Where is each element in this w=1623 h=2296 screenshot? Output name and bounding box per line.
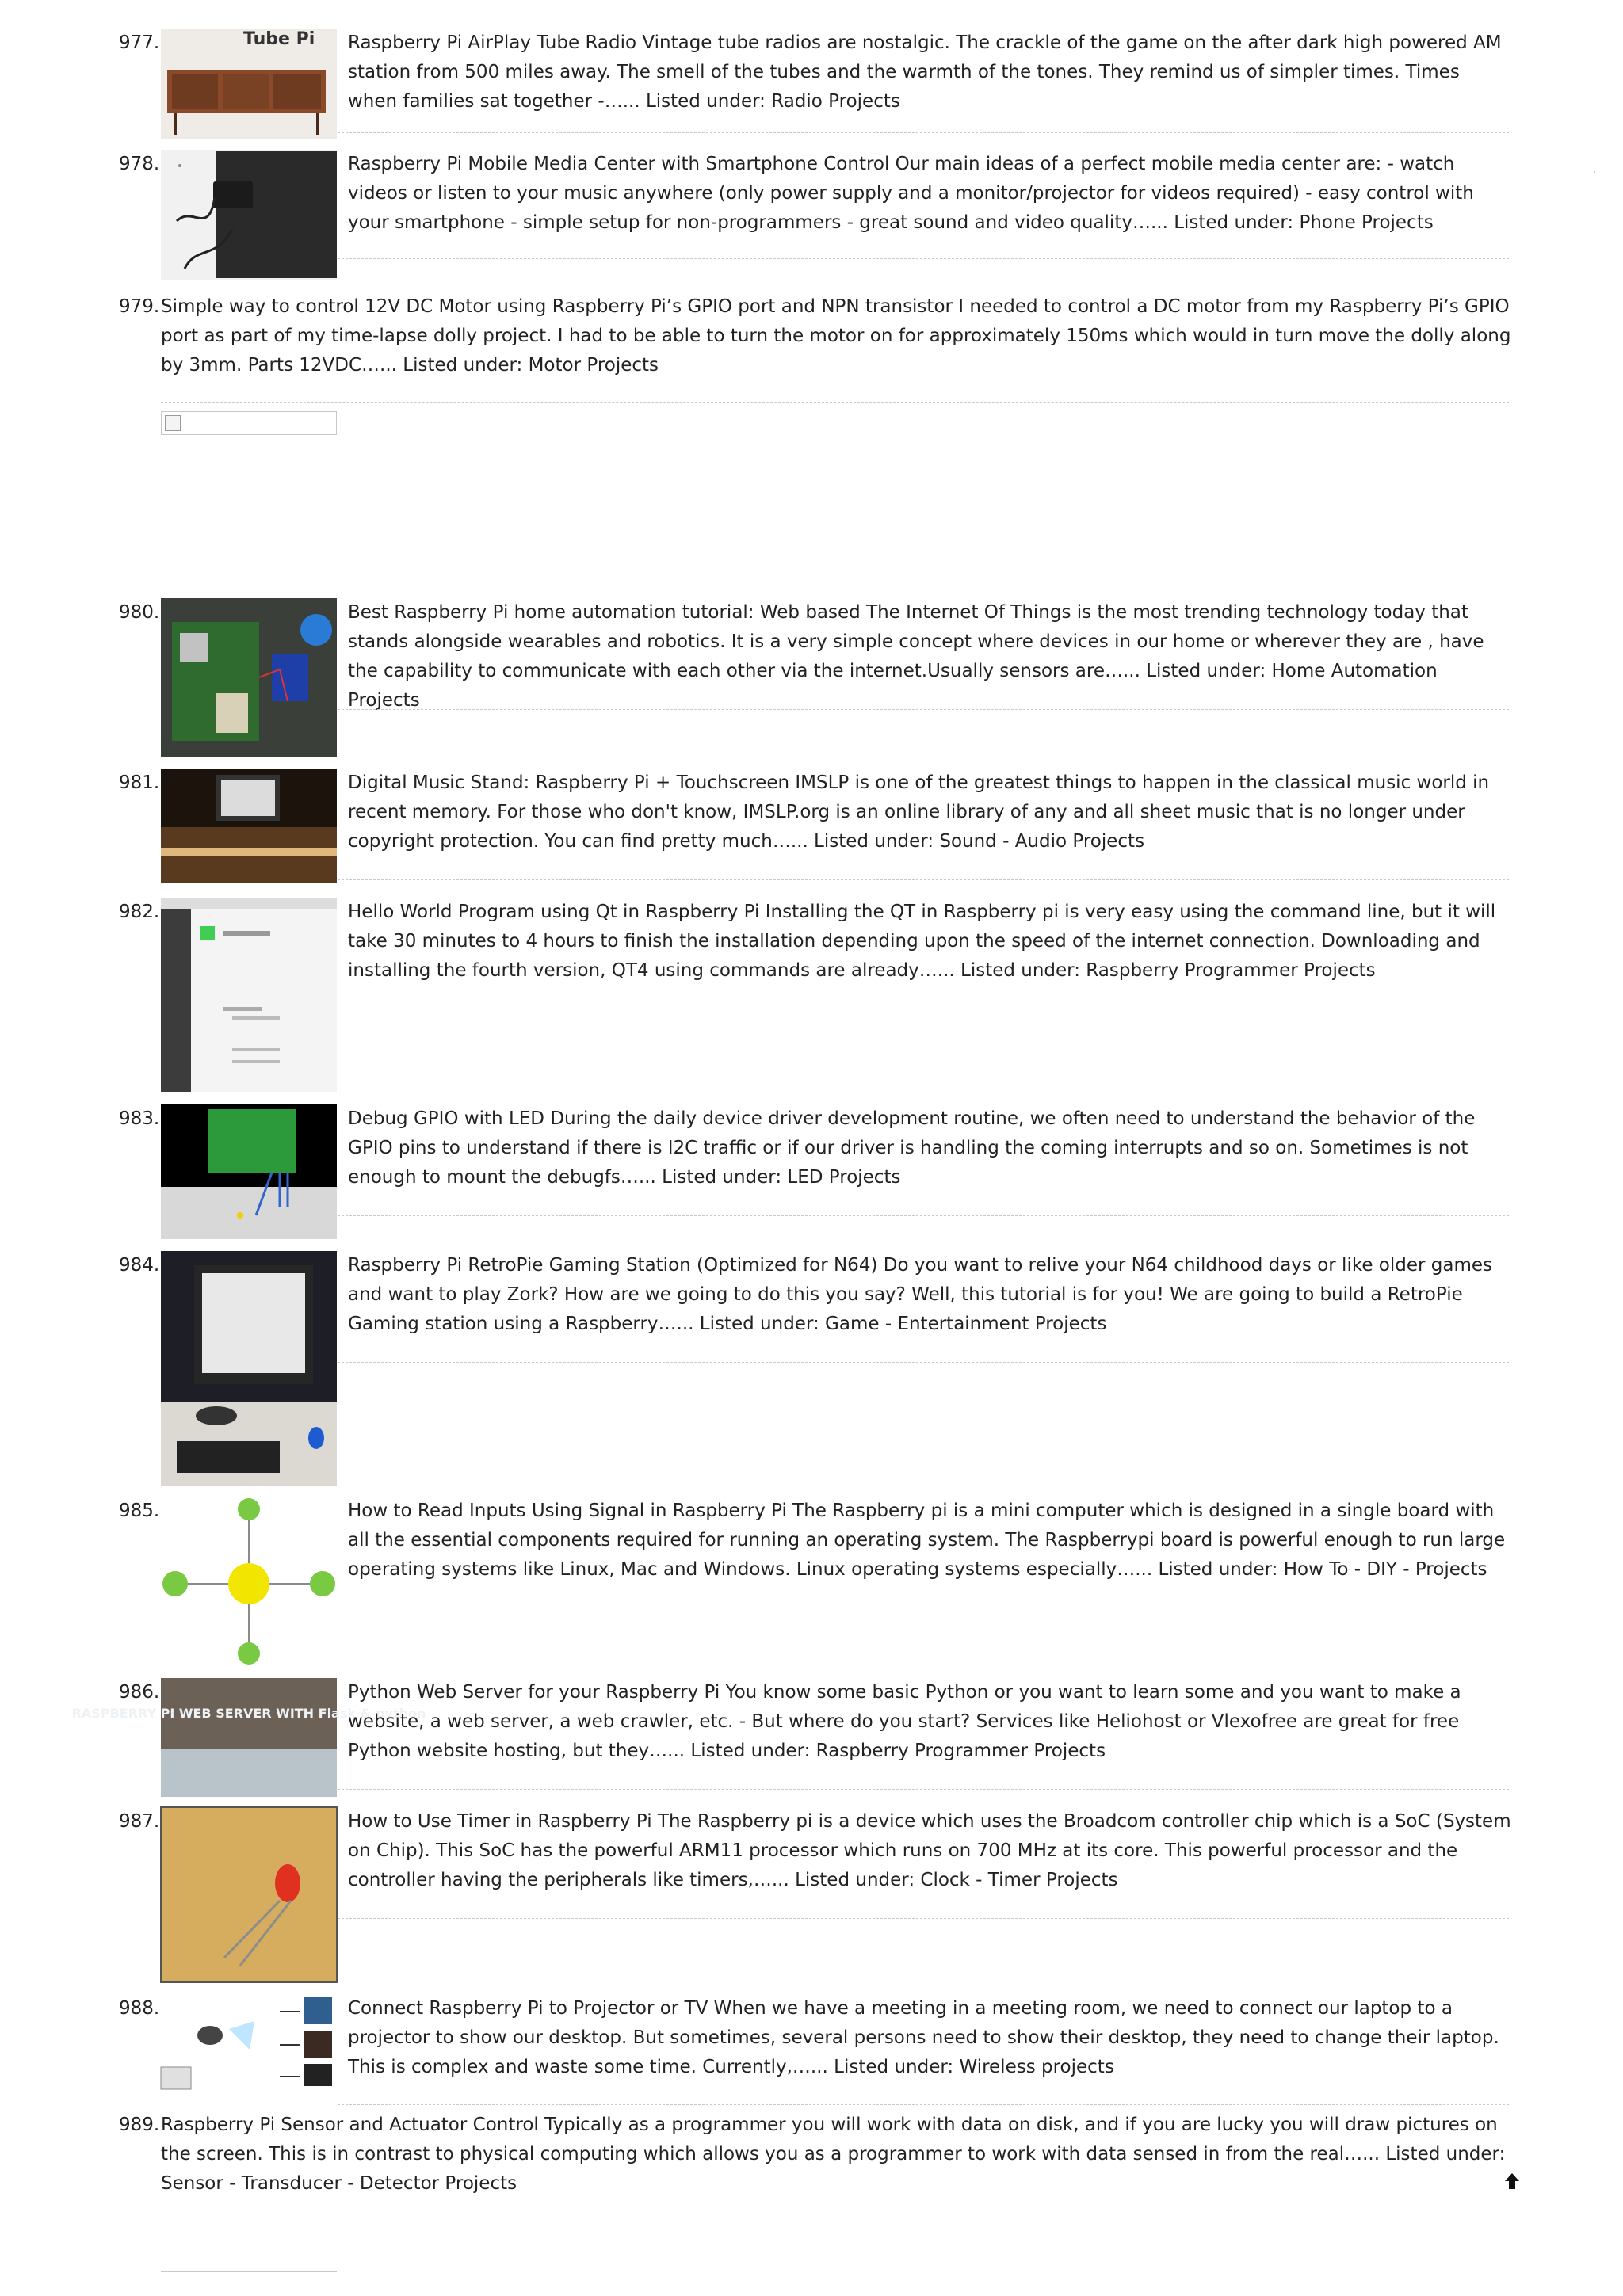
item-number: 982. [119,902,160,922]
item-description[interactable]: How to Read Inputs Using Signal in Raspberry Pi The Raspberry pi is a mini computer which is designed in a single board with all the essential components required for running an operating system. The Raspberrypi board is powerful enough to run large operating systems like Linux, Mac and Windows. Linux operating systems especially…... Listed under: How To - DIY - Projects [348,1501,1506,1580]
separator [338,2104,1509,2105]
item-number: 980. [119,602,160,623]
item-description[interactable]: Connect Raspberry Pi to Projector or TV When we have a meeting in a meeting room, we need to connect our laptop to a projector to show our desktop. But sometimes, several persons need to show their desktop, they need to change their laptop. This is complex and waste some time. Currently,…... Listed under: Wireless projects [348,1998,1499,2077]
broken-image-icon [165,415,181,431]
item-description[interactable]: Raspberry Pi Mobile Media Center with Smartphone Control Our main ideas of a perfect mobile media center are: - watch videos or listen to your music anywhere (only power supply and a monitor/projector for videos required) - easy control with your smartphone - simple setup for non-programmers - great sound and video quality…... Listed under: Phone Projects [348,154,1474,233]
decorative-dot [1594,171,1595,173]
thumbnail-signal-diagram[interactable] [161,1497,337,1671]
item-number: 987. [119,1811,160,1832]
item-number: 985. [119,1501,160,1521]
item-number: 981. [119,772,160,793]
thumbnail-caption: RASPBERRY PI WEB SERVER WITH Flask & python [71,1706,426,1721]
item-description[interactable]: Simple way to control 12V DC Motor using Raspberry Pi’s GPIO port and NPN transistor I needed to control a DC motor from my Raspberry Pi’s GPIO port as part of my time-lapse dolly project. I had to be able to turn the motor on for approximately 150ms which would in turn move the dolly along by 3mm. Parts 12VDC…... Listed under: Motor Projects [161,296,1511,376]
thumbnail-media-center[interactable] [161,150,337,280]
item-number: 988. [119,1998,160,2019]
separator [338,1215,1509,1216]
item-number: 989. [119,2115,160,2135]
thumbnail-music-stand[interactable] [161,769,337,883]
scroll-to-top-button[interactable] [1500,2169,1524,2193]
item-description[interactable]: Raspberry Pi AirPlay Tube Radio Vintage tube radios are nostalgic. The crackle of the game on the after dark high powered AM station from 500 miles away. The smell of the tubes and the warmth of the tones. They remind us of simpler times. Times when families sat together -…... Listed under: Radio Projects [348,32,1502,112]
thumbnail-home-automation[interactable] [161,598,337,757]
item-description[interactable]: Debug GPIO with LED During the daily device driver development routine, we often need to understand the behavior of the GPIO pins to understand if there is I2C traffic or if our driver is handling the coming interrupts and so on. Sometimes is not enough to mount the debugfs…... Listed under: LED Projects [348,1108,1476,1188]
item-number: 983. [119,1108,160,1129]
thumbnail-retropie[interactable] [161,1251,337,1486]
separator [338,1918,1509,1919]
item-description[interactable]: Raspberry Pi Sensor and Actuator Control Typically as a programmer you will work with data on disk, and if you are lucky you will draw pictures on the screen. This is in contrast to physical computing which allows you as a programmer to work with data sensed in from the real…... Listed under: Sensor - Transducer - Detector Projects [161,2115,1506,2194]
item-description[interactable]: Python Web Server for your Raspberry Pi You know some basic Python or you want to learn some and you want to make a website, a web server, a web crawler, etc. - But where do you start? Services like Heliohost or Vlexofree are great for free Python website hosting, but they…... Listed under: Raspberry Programmer Projects [348,1682,1461,1761]
separator [338,1362,1509,1363]
item-number: 984. [119,1255,160,1276]
item-number: 978. [119,154,160,174]
separator [338,258,1509,259]
item-number: 979. [119,296,160,317]
thumbnail-tube-radio[interactable] [161,29,337,139]
separator [338,709,1509,710]
arrow-up-icon [1500,2169,1524,2193]
item-description[interactable]: Digital Music Stand: Raspberry Pi + Touchscreen IMSLP is one of the greatest things to happen in the classical music world in recent memory. For those who don't know, IMSLP.org is an online library of any and all sheet music that is no longer under copyright protection. You can find pretty much…... Listed under: Sound - Audio Projects [348,772,1490,852]
thumbnail-qt-creator[interactable] [161,898,337,1092]
broken-image-placeholder [161,411,337,435]
item-description[interactable]: Best Raspberry Pi home automation tutorial: Web based The Internet Of Things is the most trending technology today that stands alongside wearables and robotics. It is a very simple concept where devices in our home or wherever they are , have the capability to communicate with each other via the internet.Usually sensors are…... Listed under: Home Automation Projects [348,602,1484,711]
separator [338,1789,1509,1790]
thumbnail-caption: Tube Pi [243,29,315,49]
separator [338,879,1509,880]
thumbnail-gpio-led[interactable] [161,1104,337,1239]
thumbnail-projector-diagram[interactable] [161,1994,337,2092]
item-description[interactable]: Raspberry Pi RetroPie Gaming Station (Optimized for N64) Do you want to relive your N64 childhood days or like older games and want to play Zork? How are we going to do this you say? Well, this tutorial is for you! We are going to build a RetroPie Gaming station using a Raspberry…... Listed under: Game - Entertainment Projects [348,1255,1493,1334]
item-number: 986. [119,1682,160,1703]
item-description[interactable]: Hello World Program using Qt in Raspberry Pi Installing the QT in Raspberry pi is very easy using the command line, but it will take 30 minutes to 4 hours to finish the installation depending upon the speed of the internet connection. Downloading and installing the fourth version, QT4 using commands are already…... Listed under: Raspberry Programmer Projects [348,902,1496,981]
item-description[interactable]: How to Use Timer in Raspberry Pi The Raspberry pi is a device which uses the Broadcom controller chip which is a SoC (System on Chip). This SoC has the powerful ARM11 processor which runs on 700 MHz at its core. This powerful processor and the controller having the peripherals like timers,…... Listed under: Clock - Timer Projects [348,1811,1511,1890]
separator [338,132,1509,133]
separator [161,402,1509,403]
item-number: 977. [119,32,160,53]
next-thumbnail-edge [161,2271,337,2272]
thumbnail-timer-led[interactable] [161,1807,337,1982]
